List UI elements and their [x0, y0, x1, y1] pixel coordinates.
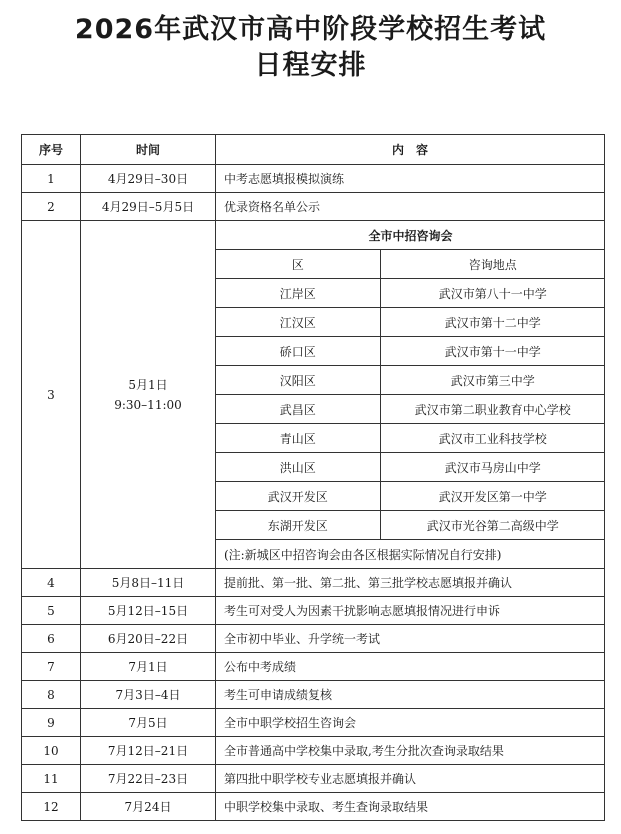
site-district: 青山区 [216, 424, 380, 453]
row-content: 公布中考成绩 [216, 653, 605, 681]
table-row [22, 765, 605, 793]
consult-table [216, 221, 605, 568]
row-no: 3 [22, 221, 81, 569]
consult-cell [216, 221, 605, 569]
row-content: 中考志愿填报模拟演练 [216, 165, 605, 193]
row-no: 4 [22, 569, 81, 597]
row-time: 7月5日 [81, 709, 216, 737]
row-time: 5月8日–11日 [81, 569, 216, 597]
site-location: 武汉市第十一中学 [380, 337, 605, 366]
table-row [22, 569, 605, 597]
table-row [22, 793, 605, 821]
site-district: 江岸区 [216, 279, 380, 308]
site-district: 汉阳区 [216, 366, 380, 395]
row-content: 第四批中职学校专业志愿填报并确认 [216, 765, 605, 793]
table-row [22, 737, 605, 765]
row-time: 6月20日–22日 [81, 625, 216, 653]
title-line-2: 日程安排 [254, 50, 367, 81]
site-district: 洪山区 [216, 453, 380, 482]
row-time: 7月24日 [81, 793, 216, 821]
row-no: 6 [22, 625, 81, 653]
table-row [22, 653, 605, 681]
row-content: 中职学校集中录取、考生查询录取结果 [216, 793, 605, 821]
site-location: 武汉市第八十一中学 [380, 279, 605, 308]
title-line-1: 2026年武汉市高中阶段学校招生考试 [74, 14, 547, 45]
row-content: 全市中职学校招生咨询会 [216, 709, 605, 737]
row-content: 提前批、第一批、第二批、第三批学校志愿填报并确认 [216, 569, 605, 597]
row-no: 10 [22, 737, 81, 765]
schedule-table [21, 134, 605, 821]
site-district: 东湖开发区 [216, 511, 380, 540]
row-time: 4月29日–30日 [81, 165, 216, 193]
consult-title: 全市中招咨询会 [216, 221, 605, 250]
row-no: 11 [22, 765, 81, 793]
site-district: 硚口区 [216, 337, 380, 366]
consult-note: (注:新城区中招咨询会由各区根据实际情况自行安排) [224, 547, 502, 562]
row-time: 7月1日 [81, 653, 216, 681]
row-time: 7月22日–23日 [81, 765, 216, 793]
site-district: 武昌区 [216, 395, 380, 424]
row-no: 7 [22, 653, 81, 681]
site-location: 武汉市第二职业教育中心学校 [380, 395, 605, 424]
table-row [22, 193, 605, 221]
table-row [22, 625, 605, 653]
row-time: 4月29日–5月5日 [81, 193, 216, 221]
site-location: 武汉市第十二中学 [380, 308, 605, 337]
col-location: 咨询地点 [380, 250, 605, 279]
col-district: 区 [216, 250, 380, 279]
site-row [216, 511, 605, 540]
table-header-row [22, 135, 605, 165]
site-row [216, 308, 605, 337]
row-time: 7月3日–4日 [81, 681, 216, 709]
site-row [216, 337, 605, 366]
row-content: 考生可对受人为因素干扰影响志愿填报情况进行申诉 [216, 597, 605, 625]
row-no: 2 [22, 193, 81, 221]
table-row [22, 709, 605, 737]
row-content: 全市普通高中学校集中录取,考生分批次查询录取结果 [216, 737, 605, 765]
header-content: 内 容 [216, 135, 605, 165]
row-no: 9 [22, 709, 81, 737]
row-content: 全市初中毕业、升学统一考试 [216, 625, 605, 653]
site-district: 武汉开发区 [216, 482, 380, 511]
row-no: 5 [22, 597, 81, 625]
header-time: 时间 [81, 135, 216, 165]
site-location: 武汉市光谷第二高级中学 [380, 511, 605, 540]
table-row [22, 165, 605, 193]
site-location: 武汉市马房山中学 [380, 453, 605, 482]
site-row [216, 453, 605, 482]
row-time: 5月12日–15日 [81, 597, 216, 625]
site-row [216, 395, 605, 424]
row-no: 12 [22, 793, 81, 821]
site-location: 武汉开发区第一中学 [380, 482, 605, 511]
page-title [0, 12, 621, 84]
header-no: 序号 [22, 135, 81, 165]
site-district: 江汉区 [216, 308, 380, 337]
row-no: 1 [22, 165, 81, 193]
site-row [216, 482, 605, 511]
row-content: 考生可申请成绩复核 [216, 681, 605, 709]
site-row [216, 279, 605, 308]
time-hours: 9:30–11:00 [114, 397, 182, 412]
site-location: 武汉市工业科技学校 [380, 424, 605, 453]
site-row [216, 424, 605, 453]
table-row-consult [22, 221, 605, 569]
row-no: 8 [22, 681, 81, 709]
table-row [22, 681, 605, 709]
site-location: 武汉市第三中学 [380, 366, 605, 395]
row-content: 优录资格名单公示 [216, 193, 605, 221]
row-time: 7月12日–21日 [81, 737, 216, 765]
site-row [216, 366, 605, 395]
time-date: 5月1日 [128, 377, 168, 392]
table-row [22, 597, 605, 625]
row-time [81, 221, 216, 569]
